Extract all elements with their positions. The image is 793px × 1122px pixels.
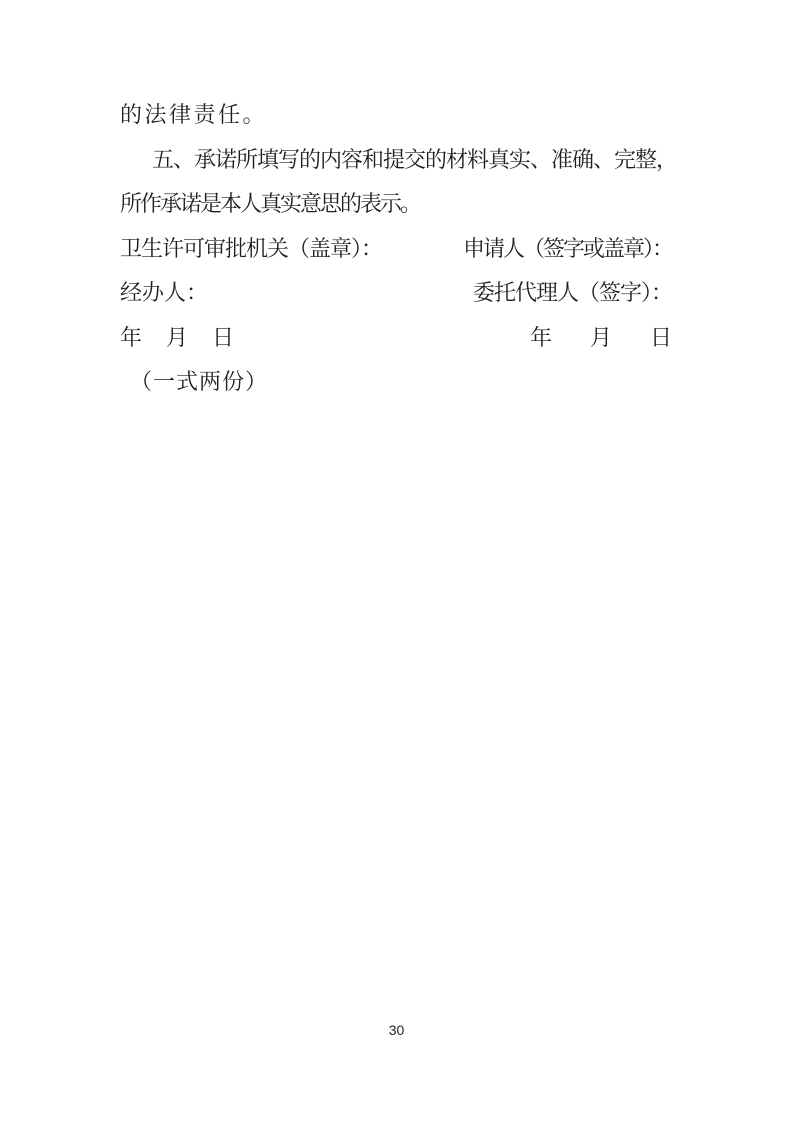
- authority-stamp-label: 卫生许可审批机关（盖章）：: [120, 235, 383, 261]
- handler-label: 经办人：: [120, 280, 209, 305]
- date-day-label: 日: [649, 324, 672, 350]
- date-year-label: 年: [529, 324, 552, 350]
- document-body: [0, 0, 793, 405]
- applicant-signature-label: 申请人（签字或盖章）：: [462, 235, 672, 261]
- date-month-label: 月: [166, 324, 189, 350]
- date-month-label: 月: [589, 324, 612, 350]
- signature-row-handler-agent: [120, 271, 672, 316]
- date-row: [120, 316, 672, 361]
- page-number: 30: [388, 1022, 405, 1038]
- clause-five-line-1: 五、承诺所填写的内容和提交的材料真实、准确、完整，: [152, 146, 678, 172]
- date-line-left: [120, 316, 234, 361]
- signature-row-authority-applicant: [120, 227, 672, 272]
- date-day-label: 日: [212, 324, 235, 350]
- agent-signature-label: 委托代理人（签字）：: [472, 280, 672, 305]
- date-year-label: 年: [120, 324, 143, 350]
- copies-note: （一式两份）: [130, 369, 269, 394]
- paragraph-tail-text: 的法律责任。: [120, 102, 268, 127]
- date-line-right: [530, 316, 672, 361]
- clause-five-line-2: 所作承诺是本人真实意思的表示。: [120, 191, 421, 216]
